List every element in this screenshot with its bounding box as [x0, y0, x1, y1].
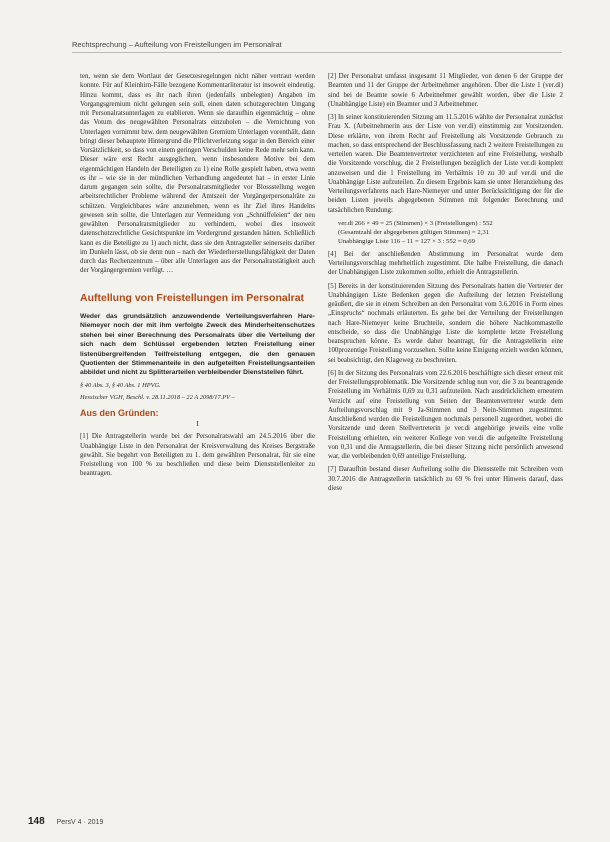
- body-paragraph: [7] Daraufhin bestand dieser Aufteilung sollte die Dienststelle mit Schreiben vom 30.7.2016 die Antragstellerin tatsächlich zu 69 % frei unter Hinweis darauf, dass diese: [328, 466, 563, 492]
- body-paragraph: [1] Die Antragstellerin wurde bei der Personalratswahl am 24.5.2016 über die Unabhängige Liste in den Personalrat der Kreisverwaltung des Kreises Bergstraße gewählt. Sie begehrt von Beteiligten zu 1. dem gewählten Personalrat, für sie eine Freistellung von 100 % zu beschließen und diese beim Dienststellenleiter zu beantragen.: [80, 433, 315, 478]
- statute-citation: § 40 Abs. 3, § 40 Abs. 1 HPVG.: [80, 381, 161, 389]
- calculation-line: Unabhängige Liste 116 – 11 = 127 × 3 : 552 = 0,69: [338, 237, 475, 245]
- running-header: Rechtsprechung – Aufteilung von Freistellungen im Personalrat: [72, 40, 562, 53]
- section-title: Auftellung von Freistellungen im Personalrat: [80, 291, 305, 304]
- body-paragraph: [2] Der Personalrat umfasst insgesamt 11 Mitglieder, von denen 6 der Gruppe der Beamten und 11 der Gruppe der Arbeitnehmer angehören. Über die Liste 1 (ver.di) sind bei de Beamte sowie 6 Arbeitnehmer gewählt worden, über die Liste 2 (Unabhängige Liste) ein Beamter und 3 Arbeitnehmer.: [328, 73, 563, 108]
- body-paragraph: [5] Bereits in der konstituierenden Sitzung des Personalrats hatten die Vertreter der Unabhängigen Liste Bedenken gegen die Aufteilung der letzten Freistellung geäußert, die sie in einem Schreiben an den Personalrat vom 3.6.2016 in Form eines „Einspruchs“ nochmals erläuterten. Es gehe bei der Verteilung der Freistellungen nach Hare-Niemeyer keine Bruchteile, sondern die höhere Nachkommastelle entscheide, so dass die Unabhängige Liste die komplette letzte Freistellung beanspruchen könne. Es werde daher beantragt, für die Antragstellerin eine 100prozentige Freistellung vorzusehen. Sollte keine Einigung erzielt werden können, sei beabsichtigt, den Klageweg zu beschreiten.: [328, 282, 563, 364]
- court-citation: Hessischer VGH, Beschl. v. 28.11.2018 – 22 A 2098/17.PV –: [80, 394, 235, 402]
- right-column: [328, 72, 563, 497]
- journal-issue: PersV 4 · 2019: [56, 819, 104, 826]
- page-footer: [28, 816, 103, 827]
- calculation-line: ver.di 266 × 49 = 25 (Stimmen) × 3 (Freistellungen) : 552: [338, 219, 493, 227]
- body-paragraph: [6] In der Sitzung des Personalrats vom 22.6.2016 beschäftigte sich dieser erneut mit der Freistellungsproblematik. Die Vorsitzende schlug nun vor, die 3 zu beantragende Freistellung im Verhältnis 0,69 zu 0,31 aufzuteilen. Nach ausdrücklichem erneutem Verzicht auf eine Freistellung von Seiten der Beamtenvertreter wurde dem Aufteilungsvorschlag mit 9 Ja-Stimmen und 3 Nein-Stimmen zugestimmt. Anschließend wurden die Freistellungen nochmals personell zugeordnet, wobei die Vorsitzende und deren Stellvertreterin je ver.di angehörige jeweils eine volle Freistellung erhielten, ein weiterer Kollege von ver.di die aufgeteilte Freistellung von 0,31 und die Antragstellerin, die bei dieser Sitzung nicht persönlich anwesend war, die verbleibenden 0,69 anteilige Freistellung.: [328, 369, 563, 460]
- headnote: Weder das grundsätzlich anzuwendende Verteilungsverfahren Hare-Niemeyer noch der mit ihm verfolgte Zweck des Minderheitenschutzes stehen bei einer Berechnung des Personalrats über die Verteilung der sich nach dem Schlüssel ergebenden letzten Freistellung einer listenübergreifenden Teilfreistellung entgegen, die den genauen Quotienten der Stimmenanteile in den aufgeteilten Freistellungsanteilen abbildet und nicht zu Splitterarteilen verbleibender Dienststellen führt.: [80, 313, 315, 377]
- body-paragraph: ten, wenn sie dem Wortlaut der Gesetzesregelungen nicht näher vertraut werden konnte. Für auf Kleinhirn-Fälle bezogene Kommentarliteratur ist insoweit eindeutig. Hinzu kommt, dass es ihr nach ihren (jedenfalls unbelegten) Angaben im Vorgangsgremium nicht gelungen sein soll, einen daten schutzgerechten Umgang mit Personalratsunterlagen zu etablieren. Wenn sie daraufhin eigenmächtig – ohne das Votum des neugewählten Personalrats einzuholen – die Vernichtung von Unterlagen vornimmt bzw. dem neugewählten Gremium Unterlagen vorenthält, dann bringt dieser behauptete Hintergrund die Pflichtverletzung sogar in den Bereich einer Vorsätzlichkeit, so dass von einem geringen Verschulden keine Rede mehr sein kann. Dieser wäre erst Recht ausgeglichen, wenn insbesondere Motive bei dem eigenmächtigen Handeln der Beteiligten zu 1) eine Rolle gespielt haben, etwa wenn es ihr – wie sie in der mündlichen Verhandlung angedeutet hat – in erster Linie darum gegangen sein sollte, die Personalratsmitglieder vor Blossstellung wegen arbeitsrechtlicher Probleme während der Amtszeit der Vorgängerpersonalräte zu schützen. Vergleichbares wäre anzunehmen, wenn es ihr Ziel ihres Handelns gewesen sein sollte, die Unterlagen zur Vermeidung von „Schnüffeleien“ der neu gewählten Personalratsmitglieder zu verhindern, wobei dies insoweit datenschutzrechtliche Gesichtspunkte im Vordergrund gestanden hätten. Schließlich kann es die Beteiligte zu 1) auch nicht, dass sie den Antragsteller seinerseits darüber im Dunkeln lässt, ob sie denn nun – nach der Wiederherstellungsfähigkeit der Daten durch das Rechenzentrum – über alle Unterlagen aus der Personalratstätigkeit auch der Vorgängergremien verfügt. …: [80, 73, 315, 275]
- body-paragraph: [4] Bei der anschließenden Abstimmung im Personalrat wurde dem Verteilungsvorschlag mehrheitlich zugestimmt. Die halbe Freistellung, die danach der Unabhängigen Liste zukommen sollte, erhielt die Antragstellerin.: [328, 250, 563, 277]
- calculation-block: [338, 219, 563, 246]
- roman-numeral: I: [196, 420, 199, 429]
- calculation-line: (Gesamtzahl der abgegebenen gültigen Stimmen) = 2,31: [338, 228, 490, 236]
- reasons-heading: Aus den Gründen:: [80, 407, 159, 418]
- page-number: 148: [28, 816, 45, 827]
- left-column: [80, 72, 315, 483]
- body-paragraph: [3] In seiner konstituierenden Sitzung am 11.5.2016 wählte der Personalrat zunächst Frau X. (Arbeitnehmerin aus der Liste von ver.di) einstimmig zur Vorsitzenden. Diese erklärte, von ihrem Recht auf Freistellung als Vorsitzende Gebrauch zu machen, so dass entsprechend der Beschlussfassung nach 2 weitere Freistellungen zu verteilen waren. Die Beamtenvertreter verzichteten auf eine Freistellung, weshalb die Vorsitzende vorschlug, die 2 Freistellungen bezüglich der Liste ver.di komplett anzuweisen und die 1 Freistellung im Verhältnis 10 zu 30 auf ver.di und die Unabhängige Liste aufzuteilen. Zu diesem Ergebnis kam sie unter Heranziehung des Verteilungsverfahrens nach Hare-Niemeyer und unter Berücksichtigung der für die beiden Listen jeweils abgegebenen Stimmen mit folgender Berechnung und tatsächlichen Rundung:: [328, 114, 563, 214]
